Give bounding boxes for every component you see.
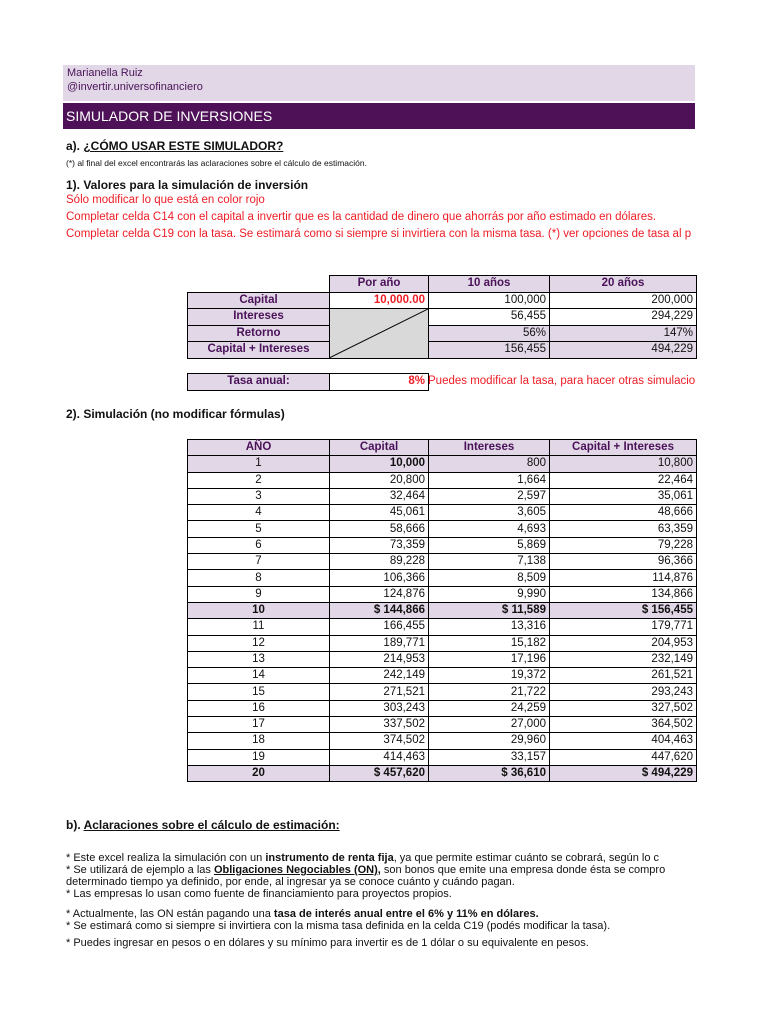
note-2-text: * Se utilizará de ejemplo a las: [66, 864, 214, 876]
total-20-cell: 494,229: [550, 342, 697, 359]
tasa-table: [187, 373, 429, 391]
capital-cell: 32,464: [330, 488, 429, 504]
year-cell: 10: [188, 602, 330, 618]
intereses-cell: 3,605: [429, 505, 550, 521]
intereses-10-cell: 56,455: [429, 309, 550, 326]
table-row: [188, 554, 697, 570]
total-cell: 22,464: [550, 472, 697, 488]
intereses-cell: 7,138: [429, 554, 550, 570]
total-cell: 48,666: [550, 505, 697, 521]
summary-row-capital: [188, 292, 697, 309]
capital-cell: 58,666: [330, 521, 429, 537]
table-row: [188, 521, 697, 537]
summary-row-retorno: [188, 325, 697, 342]
capital-cell: 337,502: [330, 717, 429, 733]
instruction-2: Completar celda C14 con el capital a invertir que es la cantidad de dinero que ahorrás por año estimado en dólares.: [66, 211, 657, 223]
year-cell: 4: [188, 505, 330, 521]
total-cell: $ 156,455: [550, 602, 697, 618]
total-cell: 10,800: [550, 456, 697, 472]
capital-cell: 20,800: [330, 472, 429, 488]
capital-cell: 124,876: [330, 586, 429, 602]
capital-cell: 106,366: [330, 570, 429, 586]
summary-table: [187, 275, 697, 359]
section-b-heading: [66, 818, 340, 832]
summary-header-por-ano: Por año: [330, 276, 429, 293]
year-cell: 18: [188, 733, 330, 749]
total-cell: 293,243: [550, 684, 697, 700]
capital-10-cell: 100,000: [429, 292, 550, 309]
diagonal-grey-cell: [330, 309, 429, 359]
note-2-rest: son bonos que emite una empresa donde ésta se compro: [380, 864, 666, 876]
total-cell: $ 494,229: [550, 765, 697, 781]
section-a-title: ¿CÓMO USAR ESTE SIMULADOR?: [83, 139, 284, 153]
note-5-text: * Actualmente, las ON están pagando una: [66, 908, 274, 920]
total-cell: 96,366: [550, 554, 697, 570]
intereses-cell: 1,664: [429, 472, 550, 488]
year-cell: 15: [188, 684, 330, 700]
year-cell: 9: [188, 586, 330, 602]
section-b-title: Aclaraciones sobre el cálculo de estimación:: [83, 818, 340, 832]
sim-header-intereses: Intereses: [429, 440, 550, 456]
table-row: [188, 651, 697, 667]
intereses-cell: 4,693: [429, 521, 550, 537]
capital-cell: $ 457,620: [330, 765, 429, 781]
table-row: [188, 488, 697, 504]
capital-cell: 89,228: [330, 554, 429, 570]
year-cell: 2: [188, 472, 330, 488]
summary-label-intereses: Intereses: [188, 309, 330, 326]
total-cell: 364,502: [550, 717, 697, 733]
section-a-heading: [66, 139, 283, 153]
year-cell: 12: [188, 635, 330, 651]
table-row: [188, 619, 697, 635]
intereses-cell: 24,259: [429, 700, 550, 716]
table-row: [188, 717, 697, 733]
instruction-3: Completar celda C19 con la tasa. Se estimará como si siempre si invirtiera con la misma tasa. (*) ver opciones de tasa al p: [66, 228, 692, 240]
sim-header-ano: AÑO: [188, 440, 330, 456]
year-cell: 5: [188, 521, 330, 537]
year-cell: 6: [188, 537, 330, 553]
table-row: [188, 733, 697, 749]
table-row: [188, 472, 697, 488]
summary-label-retorno: Retorno: [188, 325, 330, 342]
diagonal-line-icon: [330, 309, 428, 358]
capital-cell: 73,359: [330, 537, 429, 553]
capital-cell: 414,463: [330, 749, 429, 765]
intereses-cell: 27,000: [429, 717, 550, 733]
intereses-cell: 9,990: [429, 586, 550, 602]
note-1-rest: , ya que permite estimar cuánto se cobrará, según lo c: [393, 852, 660, 864]
summary-header-20: 20 años: [550, 276, 697, 293]
retorno-20-cell: 147%: [550, 325, 697, 342]
sim-header-capital: Capital: [330, 440, 429, 456]
capital-cell: 10,000: [330, 456, 429, 472]
table-row: [188, 537, 697, 553]
note-7: * Puedes ingresar en pesos o en dólares y su mínimo para invertir es de 1 dólar o su equivalente en pesos.: [66, 937, 589, 949]
intereses-20-cell: 294,229: [550, 309, 697, 326]
capital-input-cell[interactable]: 10,000.00: [330, 292, 429, 309]
summary-label-capital: Capital: [188, 292, 330, 309]
note-3: determinado tiempo ya definido, por ende, al ingresar ya se conoce cuánto y cuándo pagan.: [66, 876, 515, 888]
section-a-prefix: a).: [66, 139, 84, 153]
capital-cell: 45,061: [330, 505, 429, 521]
author-handle: @invertir.universofinanciero: [67, 81, 203, 93]
intereses-cell: 8,509: [429, 570, 550, 586]
tasa-input-cell[interactable]: 8%: [330, 374, 429, 391]
intereses-cell: $ 11,589: [429, 602, 550, 618]
table-row: [188, 668, 697, 684]
note-6: * Se estimará como si siempre si invirtiera con la misma tasa definida en la celda C19 (podés modificar la tasa).: [66, 920, 611, 932]
table-row: [188, 586, 697, 602]
total-cell: 179,771: [550, 619, 697, 635]
total-cell: 204,953: [550, 635, 697, 651]
capital-cell: 271,521: [330, 684, 429, 700]
intereses-cell: 19,372: [429, 668, 550, 684]
intereses-cell: $ 36,610: [429, 765, 550, 781]
retorno-10-cell: 56%: [429, 325, 550, 342]
year-cell: 7: [188, 554, 330, 570]
author-bar: [63, 65, 695, 101]
summary-row-intereses: [188, 309, 697, 326]
year-cell: 13: [188, 651, 330, 667]
summary-header-10: 10 años: [429, 276, 550, 293]
total-cell: 232,149: [550, 651, 697, 667]
total-cell: 63,359: [550, 521, 697, 537]
summary-header-row: [188, 276, 697, 293]
section-b-prefix: b).: [66, 818, 84, 832]
instruction-1: Sólo modificar lo que está en color rojo: [66, 194, 265, 206]
capital-cell: 374,502: [330, 733, 429, 749]
capital-20-cell: 200,000: [550, 292, 697, 309]
tasa-label: Tasa anual:: [188, 374, 330, 391]
intereses-cell: 13,316: [429, 619, 550, 635]
year-cell: 3: [188, 488, 330, 504]
intereses-cell: 5,869: [429, 537, 550, 553]
intereses-cell: 21,722: [429, 684, 550, 700]
total-cell: 114,876: [550, 570, 697, 586]
year-cell: 16: [188, 700, 330, 716]
note-1-bold: instrumento de renta fija: [265, 852, 394, 864]
sim-header-total: Capital + Intereses: [550, 440, 697, 456]
total-cell: 134,866: [550, 586, 697, 602]
year-cell: 19: [188, 749, 330, 765]
page-title: SIMULADOR DE INVERSIONES: [63, 103, 695, 129]
table-row: [188, 505, 697, 521]
intereses-cell: 800: [429, 456, 550, 472]
table-row: [188, 635, 697, 651]
table-row: [188, 684, 697, 700]
table-row: [188, 749, 697, 765]
intereses-cell: 2,597: [429, 488, 550, 504]
note-1-text: * Este excel realiza la simulación con un: [66, 852, 266, 864]
capital-cell: $ 144,866: [330, 602, 429, 618]
total-cell: 35,061: [550, 488, 697, 504]
year-cell: 14: [188, 668, 330, 684]
author-name: Marianella Ruiz: [67, 67, 143, 79]
table-row: [188, 700, 697, 716]
table-row: [188, 456, 697, 472]
simulation-header-row: [188, 440, 697, 456]
note-4: * Las empresas lo usan como fuente de financiamiento para proyectos propios.: [66, 888, 452, 900]
intereses-cell: 29,960: [429, 733, 550, 749]
year-cell: 8: [188, 570, 330, 586]
total-cell: 79,228: [550, 537, 697, 553]
intereses-cell: 15,182: [429, 635, 550, 651]
total-cell: 261,521: [550, 668, 697, 684]
table-row: [188, 765, 697, 781]
section-a-note: (*) al final del excel encontrarás las aclaraciones sobre el cálculo de estimación.: [66, 158, 367, 168]
section-2-heading: 2). Simulación (no modificar fórmulas): [66, 407, 285, 421]
note-2-link: Obligaciones Negociables (ON),: [213, 864, 381, 876]
table-row: [188, 570, 697, 586]
capital-cell: 166,455: [330, 619, 429, 635]
year-cell: 17: [188, 717, 330, 733]
intereses-cell: 17,196: [429, 651, 550, 667]
capital-cell: 303,243: [330, 700, 429, 716]
summary-corner: [188, 276, 330, 293]
year-cell: 11: [188, 619, 330, 635]
total-cell: 404,463: [550, 733, 697, 749]
total-10-cell: 156,455: [429, 342, 550, 359]
note-5-bold: tasa de interés anual entre el 6% y 11% en dólares.: [273, 908, 539, 920]
summary-label-total: Capital + Intereses: [188, 342, 330, 359]
capital-cell: 214,953: [330, 651, 429, 667]
intereses-cell: 33,157: [429, 749, 550, 765]
summary-row-total: [188, 342, 697, 359]
total-cell: 447,620: [550, 749, 697, 765]
capital-cell: 189,771: [330, 635, 429, 651]
year-cell: 1: [188, 456, 330, 472]
capital-cell: 242,149: [330, 668, 429, 684]
tasa-note: Puedes modificar la tasa, para hacer otras simulacio: [428, 375, 696, 387]
table-row: [188, 602, 697, 618]
simulation-table: [187, 439, 697, 782]
year-cell: 20: [188, 765, 330, 781]
section-1-heading: 1). Valores para la simulación de inversión: [66, 178, 309, 192]
total-cell: 327,502: [550, 700, 697, 716]
